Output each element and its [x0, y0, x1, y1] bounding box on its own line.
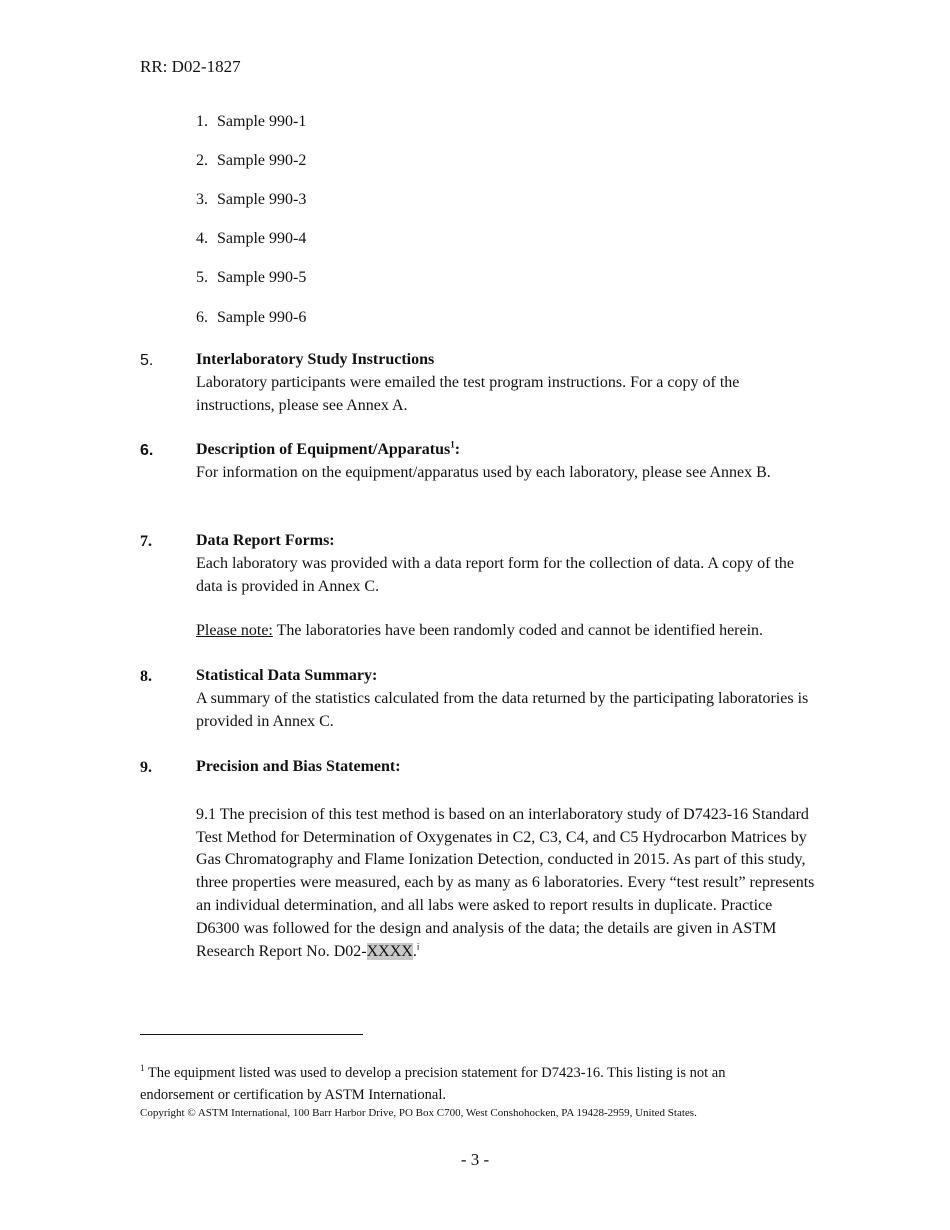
sample-list-item — [196, 190, 306, 210]
section-body: A summary of the statistics calculated from the data returned by the participating laboratories is provided in Annex C. — [196, 689, 809, 730]
footnote-ref: 1 — [450, 439, 455, 450]
section-title-text: Description of Equipment/Apparatus — [196, 441, 451, 458]
list-number: 4. — [196, 230, 208, 247]
section-body: Laboratory participants were emailed the test program instructions. For a copy of the instructions, please see Annex A. — [196, 373, 740, 414]
section-number-5: 5. — [140, 352, 154, 369]
sample-list-item — [196, 151, 306, 171]
note-text: The laboratories have been randomly coded and cannot be identified herein. — [272, 622, 764, 640]
section-number-6: 6. — [140, 442, 154, 459]
sample-label: Sample 990-6 — [217, 309, 307, 326]
sample-list-item — [196, 112, 306, 132]
section-number-7: 7. — [140, 533, 152, 550]
section-note — [196, 620, 816, 643]
section-title: Statistical Data Summary: — [196, 667, 378, 684]
section-body: Each laboratory was provided with a data report form for the collection of data. A copy of the data is provided in Annex C. — [196, 554, 795, 595]
precision-statement: 9.1 The precision of this test method is based on an interlaboratory study of D7423-16 Standard Test Method for Determination of Oxygenates in C2, C3, C4, and C5 Hydrocarbon Matrices by Gas Chromatography and Flame Ionization Detection, conducted in 2015. As part of this study, three properties were measured, each by as many as 6 laboratories. Every “test result” represents an individual determination, and all labs were asked to report results in duplicate. Practice D6300 was followed for the design and analysis of the data; the details are given in ASTM Research Report No. D02- — [196, 805, 815, 960]
list-number: 3. — [196, 191, 208, 208]
section-body — [196, 804, 816, 964]
section-title — [196, 439, 816, 462]
footnote-text: The equipment listed was used to develop a precision statement for D7423-16. This listing is not an endorsement or certification by ASTM International. — [140, 1065, 726, 1103]
section-5 — [196, 349, 816, 417]
footnote — [140, 1063, 800, 1106]
endnote-ref: i — [416, 941, 420, 952]
list-number: 5. — [196, 269, 208, 286]
sample-label: Sample 990-3 — [217, 191, 307, 208]
sample-label: Sample 990-1 — [217, 113, 307, 130]
copyright-notice: Copyright © ASTM International, 100 Barr Harbor Drive, PO Box C700, West Conshohocken, PA 19428-2959, United States. — [140, 1107, 697, 1119]
sample-label: Sample 990-2 — [217, 152, 307, 169]
section-6 — [196, 439, 816, 485]
footnote-marker: 1 — [140, 1063, 145, 1074]
section-title-suffix: : — [454, 441, 461, 458]
report-number-placeholder: XXXX — [366, 942, 413, 960]
note-label: Please note: — [196, 622, 273, 640]
page-number: - 3 - — [460, 1150, 490, 1169]
section-title: Interlaboratory Study Instructions — [196, 351, 435, 368]
section-7 — [196, 530, 816, 643]
sample-list-item — [196, 268, 306, 288]
section-title: Precision and Bias Statement: — [196, 758, 401, 775]
list-number: 1. — [196, 113, 208, 130]
section-number-8: 8. — [140, 668, 152, 685]
sample-list-item — [196, 308, 306, 328]
report-id-header: RR: D02-1827 — [140, 57, 241, 76]
sample-label: Sample 990-4 — [217, 230, 307, 247]
statement-end: . — [412, 942, 417, 960]
section-9 — [196, 756, 816, 963]
sample-list-item — [196, 229, 306, 249]
section-body: For information on the equipment/apparatus used by each laboratory, please see Annex B. — [196, 463, 771, 481]
sample-label: Sample 990-5 — [217, 269, 307, 286]
list-number: 6. — [196, 309, 208, 326]
section-title: Data Report Forms: — [196, 532, 335, 549]
section-8 — [196, 665, 816, 733]
section-number-9: 9. — [140, 759, 152, 776]
footnote-separator — [140, 1034, 363, 1035]
list-number: 2. — [196, 152, 208, 169]
